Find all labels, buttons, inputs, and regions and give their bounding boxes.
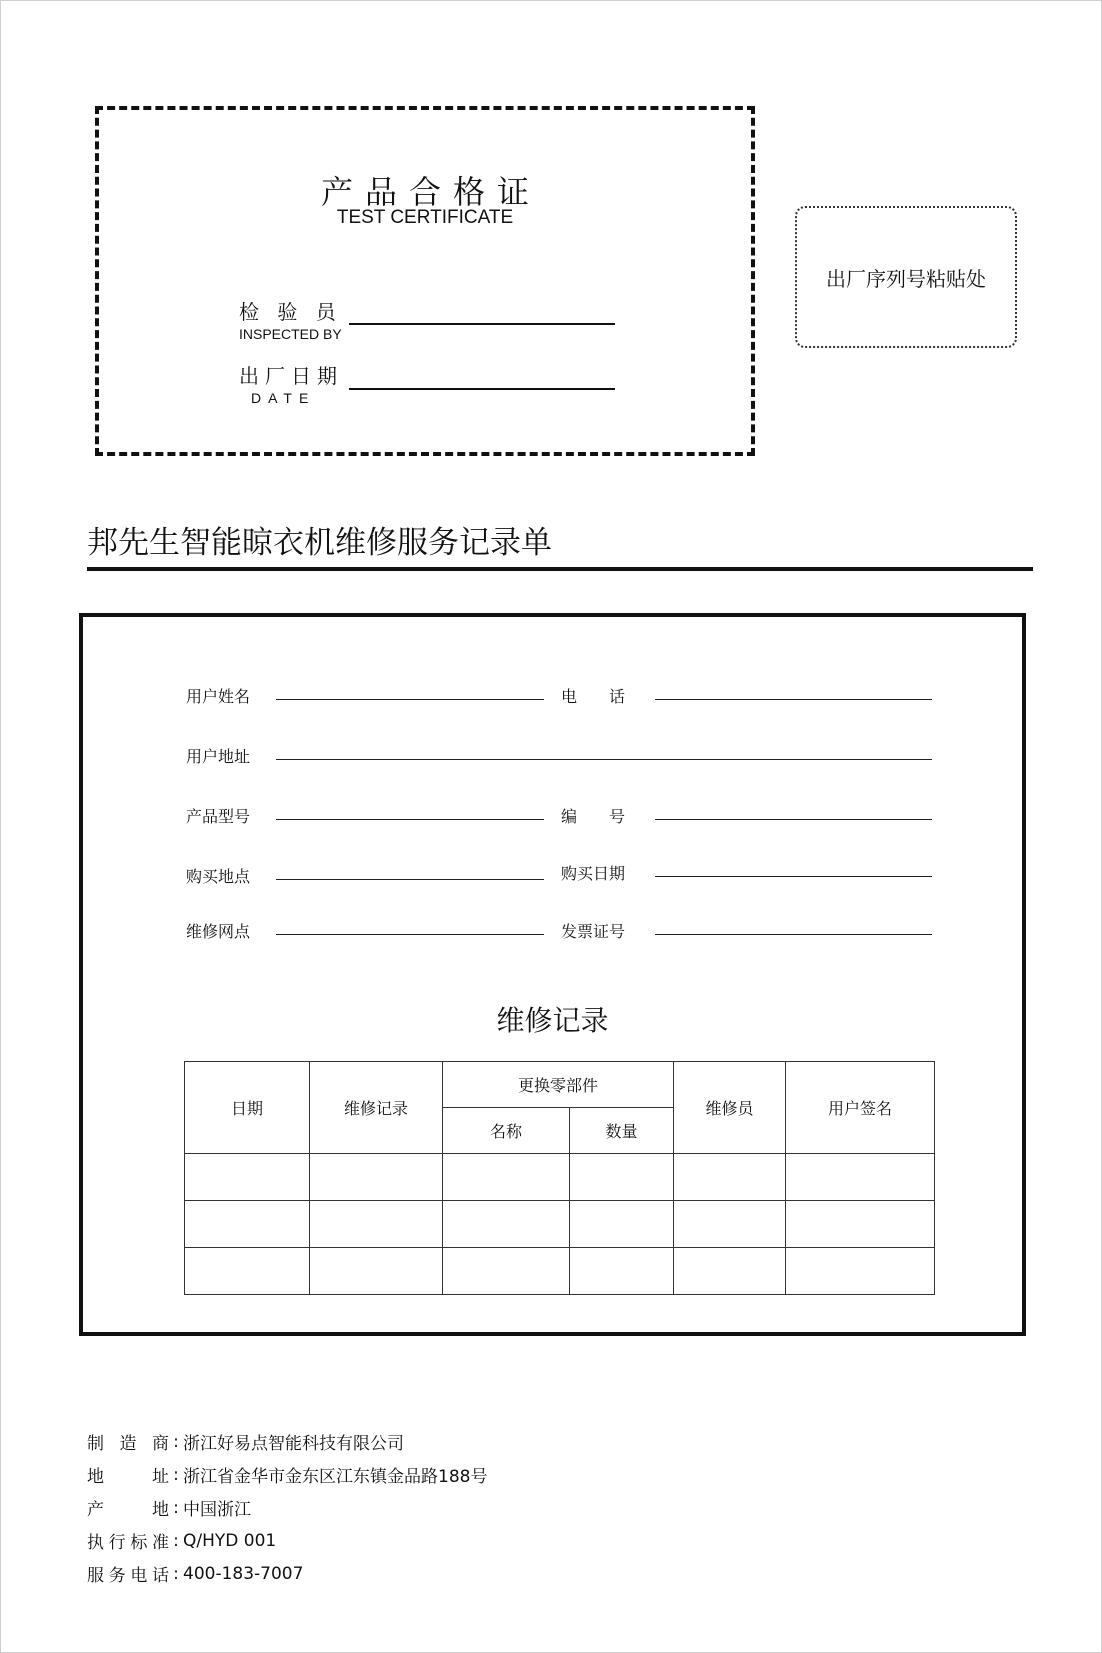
date-label	[239, 360, 343, 406]
hotline-row: 服 务 电 话 : 400-183-7007	[87, 1557, 487, 1590]
table-row	[185, 1248, 935, 1295]
col-header-date: 日期	[185, 1062, 310, 1154]
invoice-no-line	[655, 934, 932, 935]
table-cell	[570, 1154, 674, 1201]
invoice-no-label: 发票证号	[561, 922, 626, 941]
phone-line	[655, 699, 932, 700]
certificate-subtitle: TEST CERTIFICATE	[336, 207, 514, 228]
origin-row: 产 地 : 中国浙江	[87, 1491, 487, 1524]
table-cell	[443, 1154, 570, 1201]
table-cell	[310, 1201, 443, 1248]
phone-label: 电 话	[561, 687, 626, 706]
standard-row: 执 行 标 准 : Q/HYD 001	[87, 1524, 487, 1557]
user-name-label: 用户姓名	[186, 687, 251, 706]
serial-sticker-label: 出厂序列号粘贴处	[826, 266, 986, 291]
table-cell	[570, 1201, 674, 1248]
certificate-title: 产品合格证	[320, 173, 541, 211]
address-value: 浙江省金华市金东区江东镇金品路188号	[183, 1467, 488, 1487]
manufacturer-row: 制 造 商 : 浙江好易点智能科技有限公司	[87, 1425, 487, 1458]
table-cell	[185, 1248, 310, 1295]
table-cell	[674, 1201, 786, 1248]
service-outlet-label: 维修网点	[186, 922, 251, 941]
serial-no-label: 编 号	[561, 807, 626, 826]
manufacturer-value: 浙江好易点智能科技有限公司	[183, 1434, 404, 1454]
date-line	[349, 388, 615, 390]
purchase-place-label: 购买地点	[186, 867, 251, 886]
user-address-line	[276, 759, 932, 760]
serial-sticker-area	[795, 206, 1017, 348]
inspector-label	[239, 296, 342, 342]
date-label-cn: 出厂日期	[239, 364, 343, 388]
table-cell	[443, 1248, 570, 1295]
table-cell	[786, 1248, 935, 1295]
inspector-label-cn: 检 验 员	[239, 300, 342, 324]
user-name-line	[276, 699, 544, 700]
title-rule	[87, 567, 1033, 571]
table-cell	[443, 1201, 570, 1248]
table-cell	[786, 1201, 935, 1248]
address-row: 地 址 : 浙江省金华市金东区江东镇金品路188号	[87, 1458, 487, 1491]
date-label-en: DATE	[251, 390, 316, 406]
manufacturer-info	[87, 1425, 487, 1590]
inspector-label-en: INSPECTED BY	[239, 326, 342, 342]
standard-value: Q/HYD 001	[183, 1530, 277, 1551]
origin-value: 中国浙江	[183, 1500, 251, 1520]
table-cell	[786, 1154, 935, 1201]
table-cell	[310, 1248, 443, 1295]
hotline-label: 服 务 电 话	[87, 1566, 169, 1586]
table-cell	[674, 1248, 786, 1295]
purchase-date-label: 购买日期	[561, 864, 626, 883]
address-label: 地 址	[87, 1467, 169, 1487]
col-header-record: 维修记录	[310, 1062, 443, 1154]
repair-record-table	[184, 1061, 935, 1295]
col-header-technician: 维修员	[674, 1062, 786, 1154]
user-address-label: 用户地址	[186, 747, 251, 766]
table-cell	[570, 1248, 674, 1295]
inspector-line	[349, 323, 615, 325]
hotline-value: 400-183-7007	[183, 1563, 304, 1584]
service-record-form	[79, 613, 1026, 1336]
repair-record-title: 维修记录	[496, 1004, 609, 1037]
table-cell	[674, 1154, 786, 1201]
origin-label: 产 地	[87, 1500, 169, 1520]
product-model-label: 产品型号	[186, 807, 251, 826]
col-header-part-name: 名称	[443, 1108, 570, 1154]
standard-label: 执 行 标 准	[87, 1533, 169, 1553]
manufacturer-label: 制 造 商	[87, 1434, 169, 1454]
product-model-line	[276, 819, 544, 820]
table-row	[185, 1201, 935, 1248]
service-outlet-line	[276, 934, 544, 935]
purchase-date-line	[655, 876, 932, 877]
col-header-parts: 更换零部件	[443, 1062, 674, 1108]
col-header-signature: 用户签名	[786, 1062, 935, 1154]
test-certificate	[95, 106, 755, 456]
table-cell	[185, 1201, 310, 1248]
table-row	[185, 1154, 935, 1201]
purchase-place-line	[276, 879, 544, 880]
serial-no-line	[655, 819, 932, 820]
col-header-part-qty: 数量	[570, 1108, 674, 1154]
table-cell	[310, 1154, 443, 1201]
record-title: 邦先生智能晾衣机维修服务记录单	[87, 525, 552, 561]
table-cell	[185, 1154, 310, 1201]
